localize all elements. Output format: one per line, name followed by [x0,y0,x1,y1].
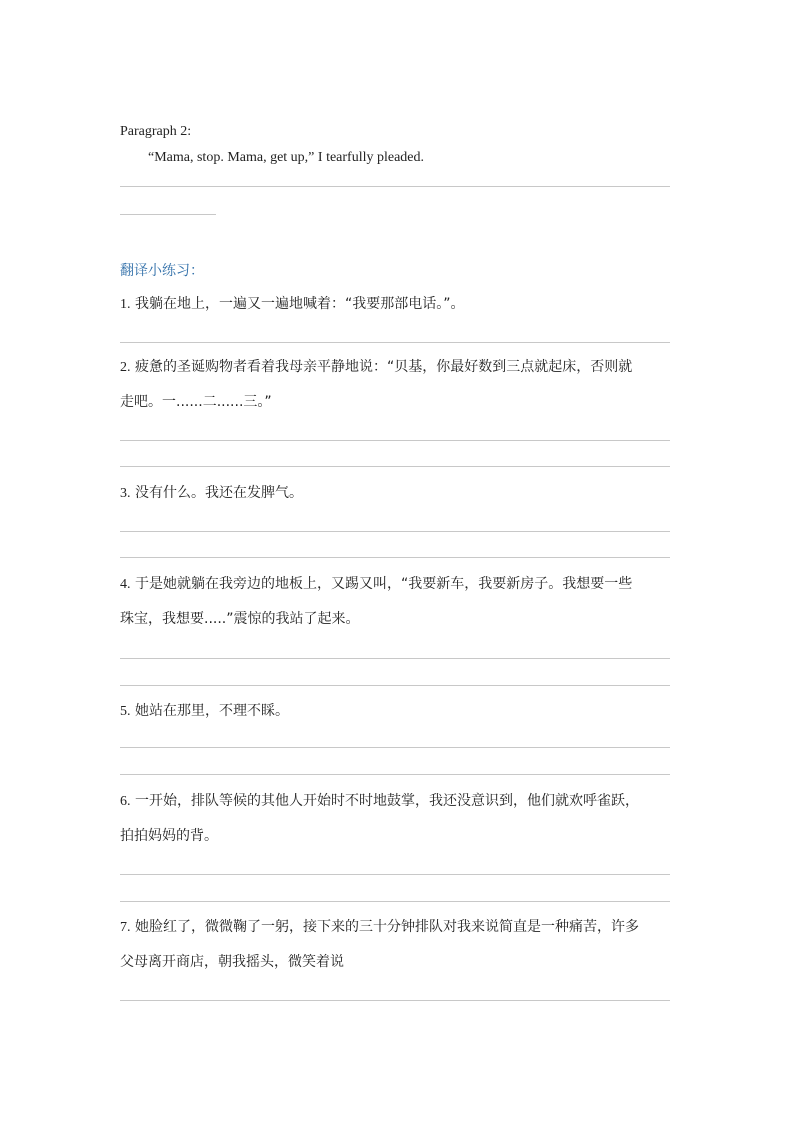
item-number: 1. [120,297,131,312]
answer-line [120,685,670,686]
translation-item-2 [120,350,680,420]
item-text-line-1: 疲惫的圣诞购物者看着我母亲平静地说：“贝基，你最好数到三点就起床，否则就 [134,359,633,375]
answer-line [120,1000,670,1001]
item-text-line-2: 父母离开商店，朝我摇头，微笑着说 [120,954,344,970]
item-text-line-2: 拍拍妈妈的背。 [120,828,218,844]
answer-line [120,342,670,343]
item-number: 5. [120,704,131,719]
translation-item-5 [120,694,680,729]
item-text: 没有什么。我还在发脾气。 [134,485,303,501]
answer-line [120,774,670,775]
section-title: 翻译小练习： [120,263,204,279]
item-number: 7. [120,920,131,935]
answer-line [120,531,670,532]
translation-item-6 [120,784,680,854]
translation-item-3 [120,476,680,511]
paragraph-heading: Paragraph 2: [120,124,192,139]
item-number: 3. [120,486,131,501]
answer-line [120,466,670,467]
answer-line [120,874,670,875]
answer-line [120,747,670,748]
answer-line [120,440,670,441]
answer-line [120,658,670,659]
item-number: 4. [120,577,131,592]
item-text-line-2: 走吧。一......二......三。” [120,394,272,410]
answer-line [120,901,670,902]
answer-line [120,557,670,558]
item-text-line-1: 于是她就躺在我旁边的地板上，又踢又叫，“我要新车，我要新房子。我想要一些 [134,576,633,592]
item-number: 2. [120,360,131,375]
writing-line [120,214,216,215]
translation-item-4 [120,567,680,637]
paragraph-opening-sentence: “Mama, stop. Mama, get up,” I tearfully pleaded. [148,150,425,165]
item-text-line-2: 珠宝，我想要.....”震惊的我站了起来。 [120,611,360,627]
item-text: 我躺在地上，一遍又一遍地喊着：“我要那部电话。”。 [134,296,465,312]
writing-line [120,186,670,187]
item-text-line-1: 她脸红了，微微鞠了一躬，接下来的三十分钟排队对我来说简直是一种痛苦，许多 [134,919,639,935]
item-number: 6. [120,794,131,809]
translation-item-1 [120,287,680,322]
item-text-line-1: 一开始，排队等候的其他人开始时不时地鼓掌，我还没意识到，他们就欢呼雀跃， [134,793,639,809]
item-text: 她站在那里，不理不睬。 [134,703,289,719]
translation-item-7 [120,910,680,980]
